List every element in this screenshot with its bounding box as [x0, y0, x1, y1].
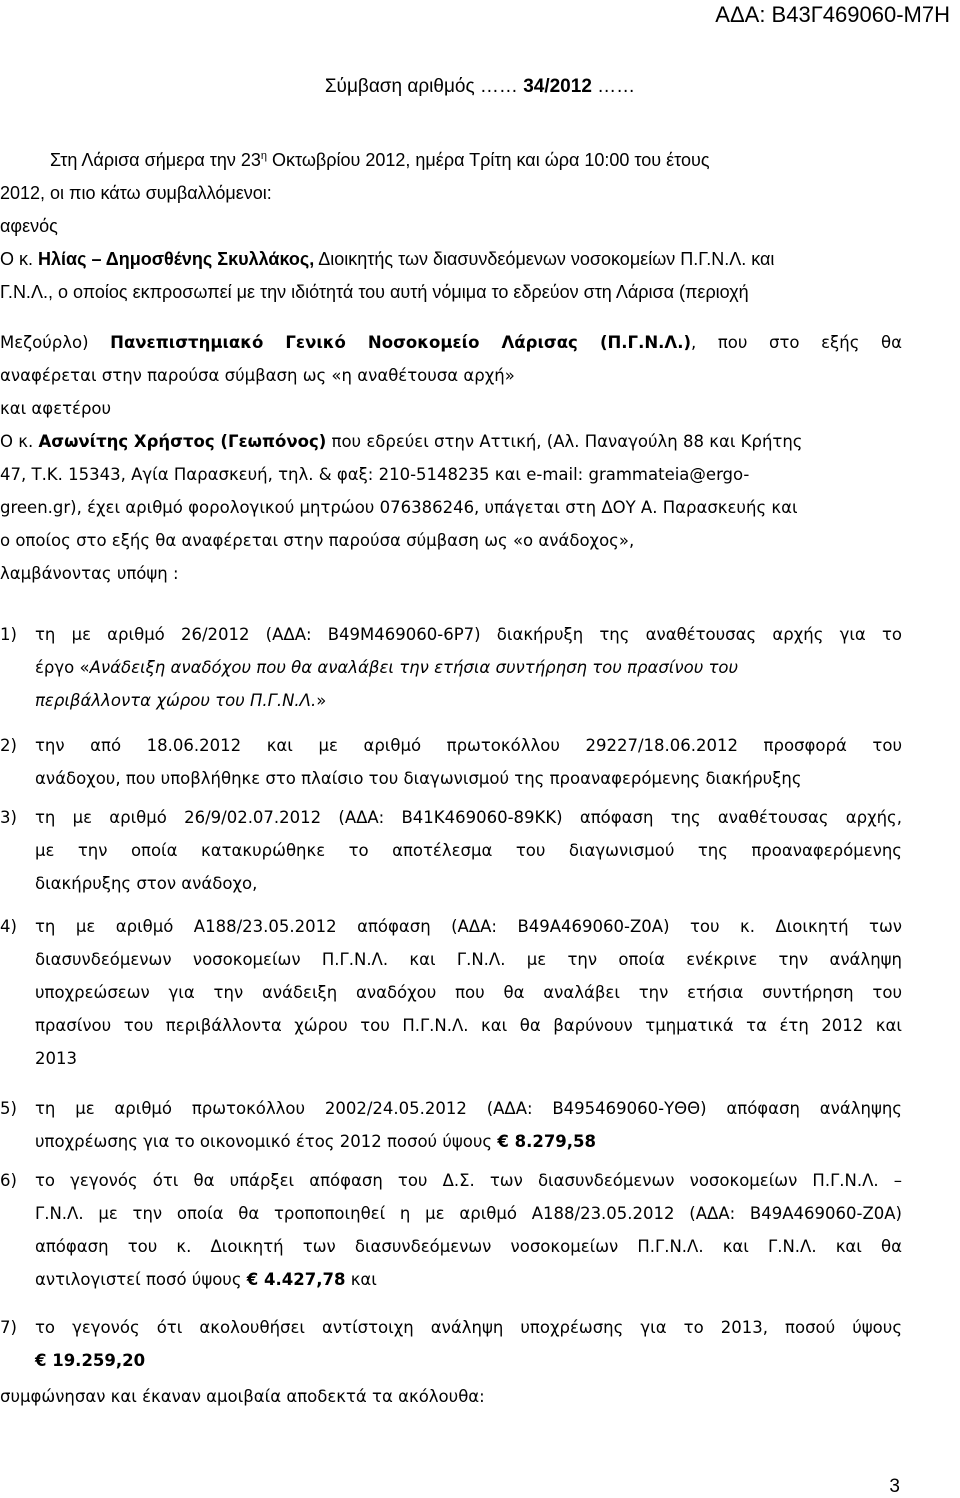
- title-prefix: Σύμβαση αριθμός ……: [324, 76, 524, 97]
- item-text: το γεγονός ότι θα υπάρξει απόφαση του Δ.Σ. των διασυνδεόμενων νοσοκομείων Π.Γ.Ν.Λ. – Γ.Ν.Λ. με την οποία θα τροποποιηθεί η με αριθμό Α188/23.05.2012 (ΑΔΑ: Β49Α469060-Ζ0Α) απόφαση του κ. Διοικητή των διασυνδεόμενων νοσοκομείων Π.Γ.Ν.Λ. και Γ.Ν.Λ. και θα αντιλογιστεί ποσό ύψους € 4.427,78 και: [35, 1171, 902, 1289]
- intro-paragraph: [0, 144, 902, 309]
- item-number: 2): [0, 736, 17, 755]
- amount: € 19.259,20: [35, 1351, 146, 1370]
- ada-code: ΑΔΑ: Β43Γ469060-Μ7Η: [715, 2, 950, 27]
- item-text: τη με αριθμό Α188/23.05.2012 απόφαση (ΑΔΑ: Β49Α469060-Ζ0Α) του κ. Διοικητή των διασυνδεόμενων νοσοκομείων Π.Γ.Ν.Λ. και Γ.Ν.Λ. με την οποία ενέκρινε την ανάληψη υποχρεώσεων για την ανάδειξη αναδόχου που θα αναλάβει την ετήσια συντήρηση του πρασίνου του περιβάλλοντα χώρου του Π.Γ.Ν.Λ. και θα βαρύνουν τμηματικά τα έτη 2012 και 2013: [35, 917, 902, 1068]
- item-number: 1): [0, 625, 17, 644]
- closing-line: συμφώνησαν και έκαναν αμοιβαία αποδεκτά τα ακόλουθα:: [0, 1387, 485, 1406]
- intro-line-3: αφενός: [0, 216, 58, 236]
- title-suffix: ……: [591, 76, 636, 97]
- party2-line-2: 47, Τ.Κ. 15343, Αγία Παρασκευή, τηλ. & φαξ: 210-5148235 και e-mail: grammateia@ergo-: [0, 465, 750, 484]
- party2-name: Ασωνίτης Χρήστος (Γεωπόνος): [38, 432, 327, 451]
- contract-number: 34/2012: [523, 76, 592, 97]
- party1-name: Ηλίας – Δημοσθένης Σκυλλάκος,: [38, 249, 315, 269]
- item-number: 5): [0, 1099, 17, 1118]
- item-number: 3): [0, 808, 17, 827]
- item-number: 4): [0, 917, 17, 936]
- item-number: 6): [0, 1171, 17, 1190]
- item-number: 7): [0, 1318, 17, 1337]
- party1-paragraph: [0, 326, 902, 590]
- item-text: τη με αριθμό 26/2012 (ΑΔΑ: Β49Μ469060-6Ρ7) διακήρυξη της αναθέτουσας αρχής για το έργο «Ανάδειξη αναδόχου που θα αναλάβει την ετήσια συντήρηση του πρασίνου του περιβάλλοντα χώρου του Π.Γ.Ν.Λ.»: [35, 625, 902, 710]
- amount: € 8.279,58: [497, 1132, 597, 1151]
- party1-line-2: Γ.Ν.Λ., ο οποίος εκπροσωπεί με την ιδιότητά του αυτή νόμιμα το εδρεύον στη Λάρισα (περιοχή: [0, 282, 749, 302]
- item-text: το γεγονός ότι ακολουθήσει αντίστοιχη ανάληψη υποχρέωσης για το 2013, ποσού ύψους € 19.259,20: [35, 1318, 902, 1370]
- party1-line-1: Ο κ. Ηλίας – Δημοσθένης Σκυλλάκος, Διοικητής των διασυνδεόμενων νοσοκομείων Π.Γ.Ν.Λ. και: [0, 249, 775, 269]
- project-title: έργο «Ανάδειξη αναδόχου που θα αναλάβει την ετήσια συντήρηση του πρασίνου του: [35, 658, 739, 677]
- intro-line-2: 2012, οι πιο κάτω συμβαλλόμενοι:: [0, 183, 272, 203]
- party2-line-1: Ο κ. Ασωνίτης Χρήστος (Γεωπόνος) που εδρεύει στην Αττική, (Αλ. Παναγούλη 88 και Κρήτης: [0, 432, 803, 451]
- amount: € 4.427,78: [246, 1270, 346, 1289]
- item-text: τη με αριθμό πρωτοκόλλου 2002/24.05.2012 (ΑΔΑ: Β495469060-ΥΘΘ) απόφαση ανάληψης υποχρέωσης για το οικονομικό έτος 2012 ποσού ύψους € 8.279,58: [35, 1099, 902, 1151]
- party1-line-3: Μεζούρλο) Πανεπιστημιακό Γενικό Νοσοκομείο Λάρισας (Π.Γ.Ν.Λ.), που στο εξής θα: [0, 333, 902, 352]
- page-number: 3: [889, 1476, 900, 1497]
- party1-line-4: αναφέρεται στην παρούσα σύμβαση ως «η αναθέτουσα αρχή»: [0, 366, 515, 385]
- party2-line-4: ο οποίος στο εξής θα αναφέρεται στην παρούσα σύμβαση ως «ο ανάδοχος»,: [0, 531, 635, 550]
- intro-line-1: Στη Λάρισα σήμερα την $23^\eta$ Οκτωβρίου 2012, ημέρα Τρίτη και ώρα 10:00 του έτους: [50, 150, 710, 170]
- party1-line-5: και αφετέρου: [0, 399, 112, 418]
- hospital-name: Πανεπιστημιακό Γενικό Νοσοκομείο Λάρισας (Π.Γ.Ν.Λ.): [110, 333, 691, 352]
- item-text: τη με αριθμό 26/9/02.07.2012 (ΑΔΑ: Β41Κ469060-89ΚΚ) απόφαση της αναθέτουσας αρχής, με την οποία κατακυρώθηκε το αποτέλεσμα του διαγωνισμού της προαναφερόμενης διακήρυξης στον ανάδοχο,: [35, 808, 902, 893]
- party2-line-5: λαμβάνοντας υπόψη :: [0, 564, 179, 583]
- item-text: την από 18.06.2012 και με αριθμό πρωτοκόλλου 29227/18.06.2012 προσφορά του ανάδοχου, που υποβλήθηκε στο πλαίσιο του διαγωνισμού της προαναφερόμενης διακήρυξης: [35, 736, 902, 788]
- contract-title: [0, 76, 960, 98]
- party2-line-3: green.gr), έχει αριθμό φορολογικού μητρώου 076386246, υπάγεται στη ΔΟΥ Α. Παρασκευής και: [0, 498, 798, 517]
